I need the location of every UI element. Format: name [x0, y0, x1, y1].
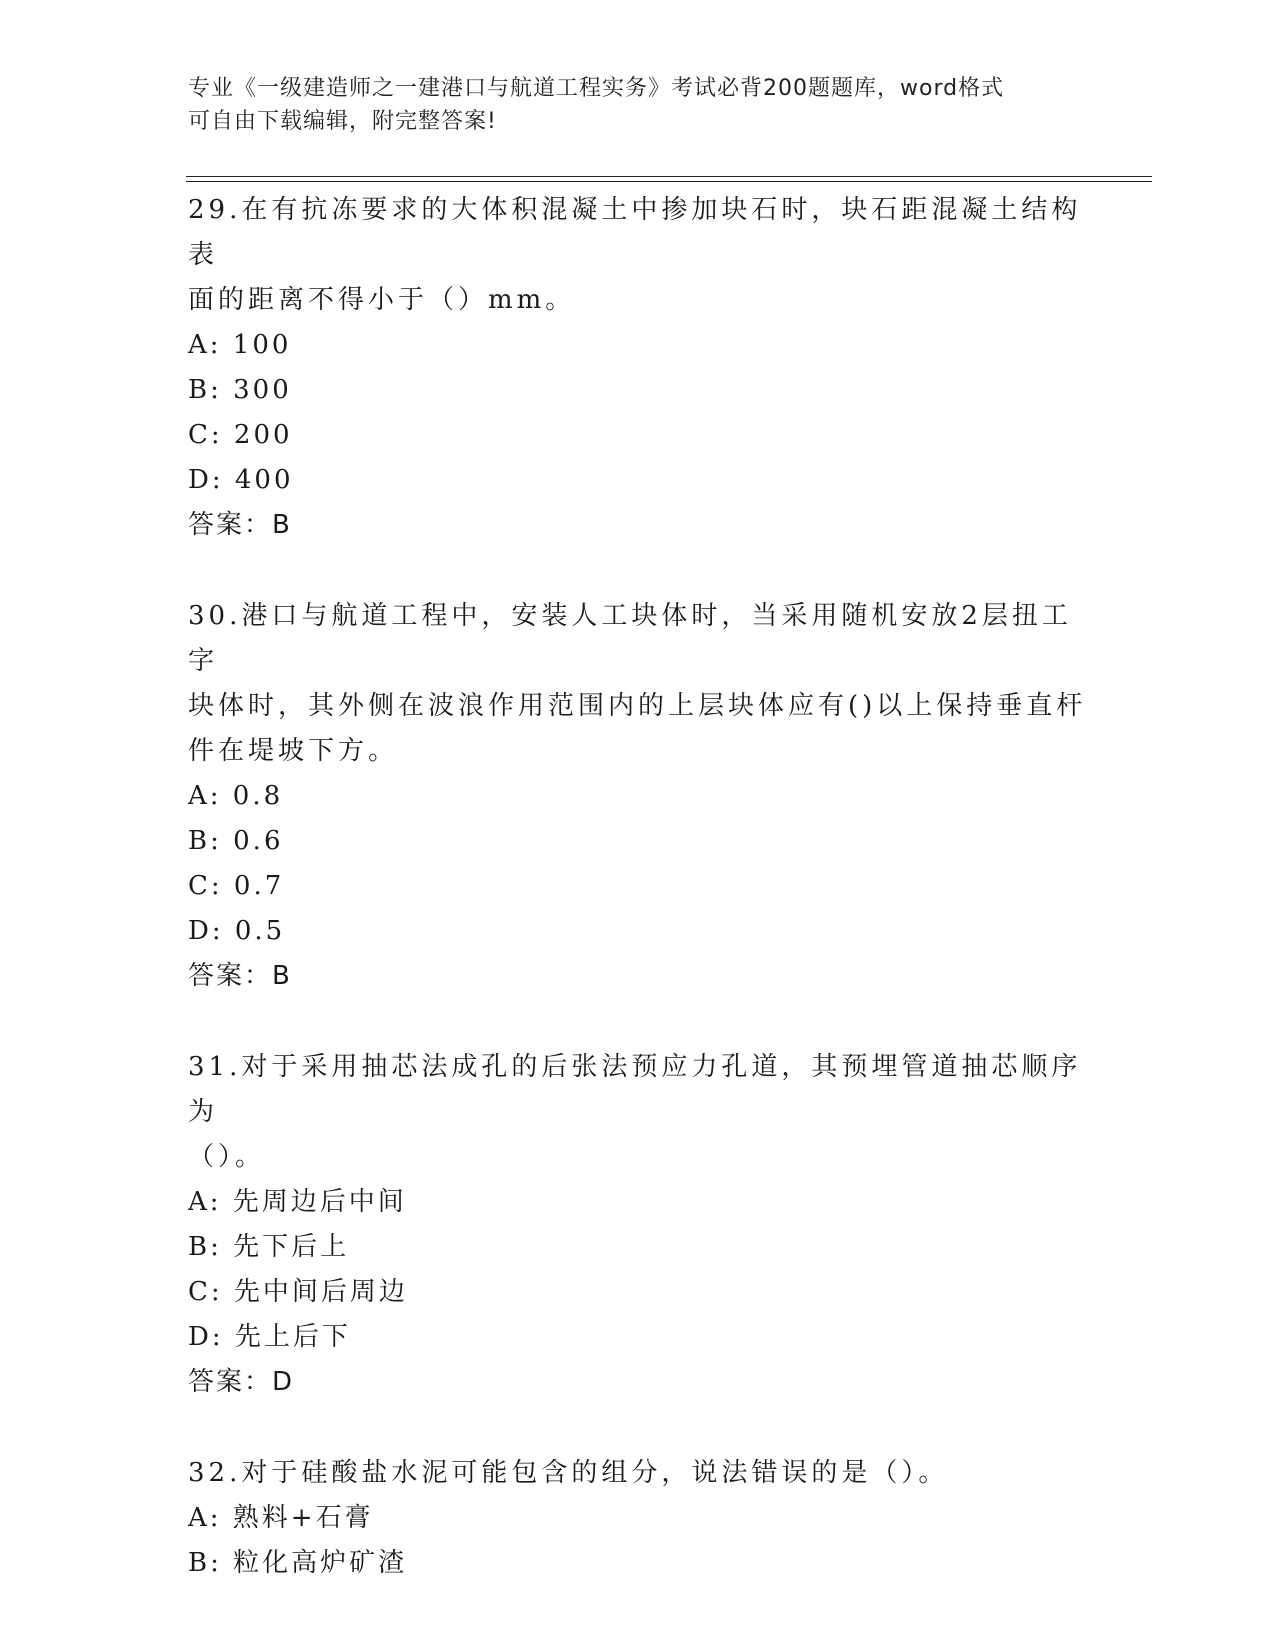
option-b: B: 先下后上 [188, 1232, 350, 1262]
question-31 [188, 1045, 1088, 1405]
option-d: D: 先上后下 [188, 1322, 351, 1352]
option-d: D: 400 [188, 465, 294, 495]
answer-line: 答案：B [188, 961, 292, 991]
option-a: A: 熟料+石膏 [188, 1503, 374, 1533]
answer-line: 答案：D [188, 1367, 295, 1397]
option-b: B: 300 [188, 375, 292, 405]
option-d: D: 0.5 [188, 916, 286, 946]
question-stem-line: 29.在有抗冻要求的大体积混凝土中掺加块石时，块石距混凝土结构表 [188, 195, 1082, 270]
option-a: A: 0.8 [188, 781, 284, 811]
question-30 [188, 594, 1088, 999]
question-stem-line: 31.对于采用抽芯法成孔的后张法预应力孔道，其预埋管道抽芯顺序为 [188, 1052, 1082, 1127]
option-c: C: 先中间后周边 [188, 1277, 408, 1307]
question-29 [188, 188, 1088, 548]
option-b: B: 粒化高炉矿渣 [188, 1548, 408, 1578]
question-stem-line: 30.港口与航道工程中，安装人工块体时，当采用随机安放2层扭工字 [188, 601, 1072, 676]
question-list [188, 188, 1088, 1586]
question-stem-line: 面的距离不得小于（）mm。 [188, 285, 576, 315]
question-32 [188, 1451, 1088, 1586]
question-stem-line: 块体时，其外侧在波浪作用范围内的上层块体应有()以上保持垂直杆 [188, 691, 1087, 721]
option-a: A: 100 [188, 330, 292, 360]
option-c: C: 0.7 [188, 871, 285, 901]
header-divider [186, 176, 1152, 177]
header-line-2: 可自由下载编辑，附完整答案! [188, 109, 497, 134]
question-stem-line: 32.对于硅酸盐水泥可能包含的组分，说法错误的是（）。 [188, 1458, 949, 1488]
option-b: B: 0.6 [188, 826, 284, 856]
document-header [188, 72, 1068, 138]
header-divider-inner [186, 181, 1152, 182]
header-line-1: 专业《一级建造师之一建港口与航道工程实务》考试必背200题题库，word格式 [188, 76, 1005, 101]
option-a: A: 先周边后中间 [188, 1187, 407, 1217]
answer-line: 答案：B [188, 510, 292, 540]
option-c: C: 200 [188, 420, 293, 450]
question-stem-line: 件在堤坡下方。 [188, 736, 399, 766]
question-stem-line: （）。 [188, 1142, 266, 1172]
